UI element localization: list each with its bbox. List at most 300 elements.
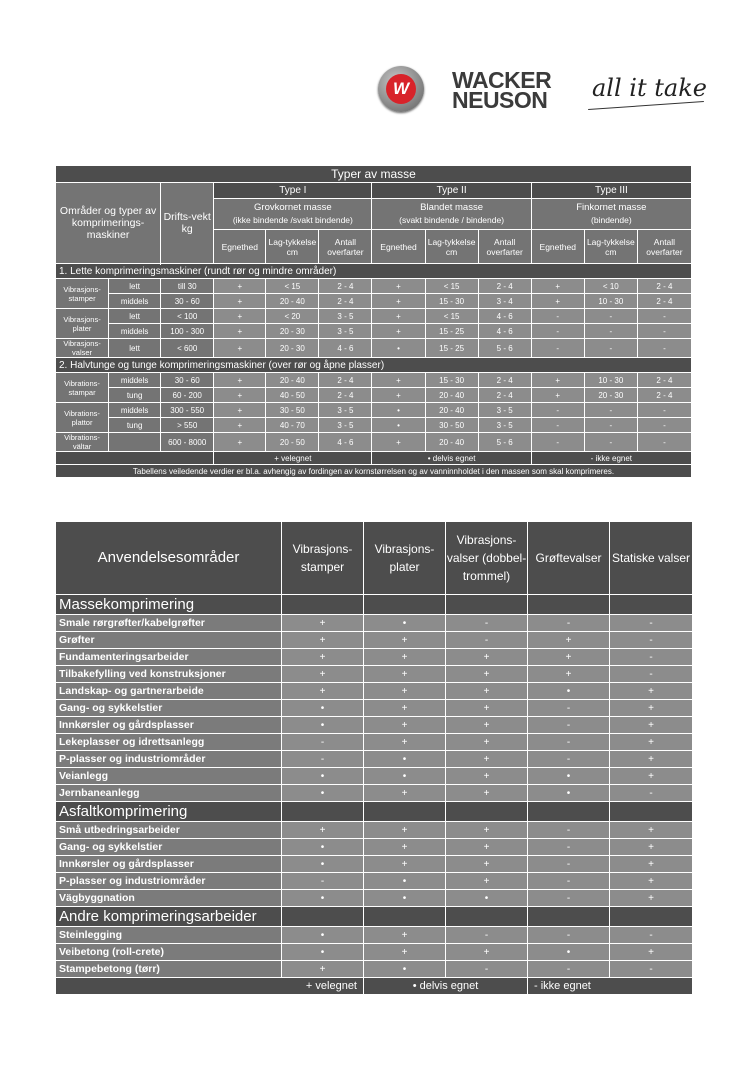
section-blank (364, 802, 446, 822)
legend-delvis: • delvis egnet (364, 978, 528, 995)
type-desc-sub: (bindende) (591, 215, 632, 225)
machine-class: middels (109, 403, 161, 418)
column-header: Vibrasjons-stamper (282, 522, 364, 595)
table-row (56, 403, 692, 418)
machine-class: middels (109, 373, 161, 388)
value-cell: + (214, 388, 266, 403)
suitability-cell: - (446, 632, 528, 649)
suitability-cell: + (528, 666, 610, 683)
suitability-cell: + (364, 632, 446, 649)
value-cell: 30 - 50 (425, 418, 478, 433)
value-cell: 20 - 50 (266, 433, 319, 452)
brand-slogan: all it take (592, 74, 707, 102)
type-desc-main: Finkornet masse (576, 202, 647, 213)
slogan-underline (588, 101, 704, 110)
suitability-cell: - (528, 873, 610, 890)
value-cell: + (372, 324, 425, 339)
value-cell: - (637, 433, 691, 452)
suitability-cell: - (610, 666, 693, 683)
suitability-cell: - (528, 961, 610, 978)
suitability-cell: - (446, 927, 528, 944)
suitability-cell: + (446, 839, 528, 856)
table-row (56, 734, 693, 751)
section-blank (446, 802, 528, 822)
value-cell: 15 - 25 (425, 339, 478, 358)
brand-name (452, 67, 552, 113)
section-row (56, 907, 693, 927)
table-row (56, 649, 693, 666)
table-note: Tabellens veiledende verdier er bl.a. avhengig av fordingen av kornstørrelsen og av vanninnholdet i den massen som skal komprimeres. (56, 465, 692, 478)
suitability-cell: + (364, 839, 446, 856)
suitability-cell: + (446, 856, 528, 873)
section-blank (282, 595, 364, 615)
suitability-cell: - (610, 961, 693, 978)
value-cell: < 20 (266, 309, 319, 324)
value-cell: < 15 (425, 309, 478, 324)
table-row (56, 433, 692, 452)
machine-weight: > 550 (161, 418, 214, 433)
suitability-cell: + (610, 856, 693, 873)
table-row (56, 717, 693, 734)
value-cell: + (372, 373, 425, 388)
table-row (56, 961, 693, 978)
table-row (56, 700, 693, 717)
application-label: Veianlegg (56, 768, 282, 785)
section-blank (610, 802, 693, 822)
value-cell: - (531, 418, 584, 433)
value-cell: 15 - 30 (425, 373, 478, 388)
table-row (56, 373, 692, 388)
table-row (56, 751, 693, 768)
value-cell: < 15 (266, 279, 319, 294)
suitability-cell: • (282, 856, 364, 873)
application-label: P-plasser og industriområder (56, 751, 282, 768)
suitability-cell: + (446, 683, 528, 700)
suitability-cell: • (528, 683, 610, 700)
value-cell: 20 - 40 (266, 373, 319, 388)
value-cell: 2 - 4 (637, 279, 691, 294)
suitability-cell: • (528, 768, 610, 785)
suitability-cell: + (610, 700, 693, 717)
application-label: Fundamenteringsarbeider (56, 649, 282, 666)
suitability-cell: • (282, 839, 364, 856)
value-cell: + (214, 279, 266, 294)
value-cell: 20 - 30 (266, 339, 319, 358)
legend-ikke: - ikke egnet (528, 978, 693, 995)
legend-blank (56, 452, 214, 465)
section-blank (282, 907, 364, 927)
suitability-cell: + (282, 822, 364, 839)
table-row (56, 927, 693, 944)
sub-header-antall: Antall overfarter (478, 230, 531, 264)
suitability-cell: • (364, 751, 446, 768)
type-name: Type II (372, 183, 531, 199)
suitability-cell: + (446, 734, 528, 751)
application-label: Smale rørgrøfter/kabelgrøfter (56, 615, 282, 632)
value-cell: - (637, 309, 691, 324)
suitability-cell: • (282, 944, 364, 961)
suitability-cell: + (364, 822, 446, 839)
suitability-cell: • (282, 890, 364, 907)
value-cell: 4 - 6 (319, 433, 372, 452)
sub-header-egnethet: Egnethed (372, 230, 425, 264)
suitability-cell: + (610, 839, 693, 856)
value-cell: 10 - 30 (584, 294, 637, 309)
value-cell: + (214, 418, 266, 433)
value-cell: + (531, 388, 584, 403)
type-description (372, 199, 531, 230)
suitability-cell: • (282, 768, 364, 785)
suitability-cell: + (610, 944, 693, 961)
value-cell: - (637, 339, 691, 358)
section-blank (364, 595, 446, 615)
table-row (56, 768, 693, 785)
value-cell: 5 - 6 (478, 339, 531, 358)
suitability-cell: + (282, 632, 364, 649)
section-blank (282, 802, 364, 822)
machine-name: Vibrations-vältar (56, 433, 109, 452)
machine-weight: < 600 (161, 339, 214, 358)
type-desc-main: Grovkornet masse (254, 202, 332, 213)
table-row (56, 279, 692, 294)
value-cell: 30 - 50 (266, 403, 319, 418)
application-areas-table (55, 521, 693, 995)
value-cell: 5 - 6 (478, 433, 531, 452)
sub-header-antall: Antall overfarter (637, 230, 691, 264)
suitability-cell: + (446, 768, 528, 785)
section-title: Asfaltkomprimering (56, 802, 282, 822)
value-cell: 40 - 70 (266, 418, 319, 433)
suitability-cell: - (610, 615, 693, 632)
suitability-cell: + (610, 717, 693, 734)
machine-weight: till 30 (161, 279, 214, 294)
value-cell: 15 - 25 (425, 324, 478, 339)
column-header: Vibrasjons-plater (364, 522, 446, 595)
suitability-cell: - (282, 734, 364, 751)
value-cell: - (531, 324, 584, 339)
legend-row (56, 452, 692, 465)
machine-weight: 300 - 550 (161, 403, 214, 418)
machine-class (109, 433, 161, 452)
value-cell: + (214, 339, 266, 358)
table-row (56, 839, 693, 856)
suitability-cell: • (282, 927, 364, 944)
type-name-row (56, 183, 692, 199)
machine-class: lett (109, 279, 161, 294)
value-cell: 10 - 30 (584, 373, 637, 388)
section-blank (528, 595, 610, 615)
suitability-cell: + (364, 717, 446, 734)
value-cell: 2 - 4 (319, 388, 372, 403)
machine-weight: < 100 (161, 309, 214, 324)
suitability-cell: • (364, 890, 446, 907)
value-cell: 3 - 5 (478, 403, 531, 418)
application-label: Jernbaneanlegg (56, 785, 282, 802)
suitability-cell: + (364, 700, 446, 717)
section-row (56, 358, 692, 373)
table-row (56, 615, 693, 632)
suitability-cell: + (528, 649, 610, 666)
mass-types-table (55, 165, 692, 478)
suitability-cell: + (282, 615, 364, 632)
type-description (214, 199, 372, 230)
value-cell: 2 - 4 (319, 279, 372, 294)
machine-name: Vibrasjons-stamper (56, 279, 109, 309)
application-label: Lekeplasser og idrettsanlegg (56, 734, 282, 751)
value-cell: 4 - 6 (478, 309, 531, 324)
type-desc-sub: (svakt bindende / bindende) (399, 215, 505, 225)
legend-ikke: - ikke egnet (531, 452, 691, 465)
suitability-cell: - (528, 734, 610, 751)
table-title-row (56, 166, 692, 183)
value-cell: 3 - 5 (319, 418, 372, 433)
header-row (56, 522, 693, 595)
machine-name: Vibrations-plattor (56, 403, 109, 433)
suitability-cell: + (446, 751, 528, 768)
value-cell: + (214, 309, 266, 324)
value-cell: 2 - 4 (319, 294, 372, 309)
value-cell: • (372, 418, 425, 433)
value-cell: + (531, 294, 584, 309)
application-label: Landskap- og gartnerarbeide (56, 683, 282, 700)
value-cell: + (531, 373, 584, 388)
table-row (56, 388, 692, 403)
table-row (56, 632, 693, 649)
area-header: Områder og typer av komprimerings-maskiner (56, 183, 161, 264)
value-cell: 20 - 40 (266, 294, 319, 309)
value-cell: + (372, 309, 425, 324)
legend-row (56, 978, 693, 995)
suitability-cell: + (364, 666, 446, 683)
suitability-cell: • (364, 961, 446, 978)
suitability-cell: + (610, 822, 693, 839)
table-row (56, 890, 693, 907)
application-label: Innkørsler og gårdsplasser (56, 717, 282, 734)
suitability-cell: + (446, 700, 528, 717)
machine-class: middels (109, 324, 161, 339)
suitability-cell: + (446, 717, 528, 734)
table-row (56, 944, 693, 961)
table-row (56, 873, 693, 890)
value-cell: 40 - 50 (266, 388, 319, 403)
application-label: Stampebetong (tørr) (56, 961, 282, 978)
suitability-cell: • (446, 890, 528, 907)
table-row (56, 418, 692, 433)
suitability-cell: + (446, 873, 528, 890)
section-blank (610, 595, 693, 615)
section-row (56, 802, 693, 822)
suitability-cell: - (282, 873, 364, 890)
suitability-cell: • (364, 768, 446, 785)
logo-letter: W (392, 79, 410, 98)
section-title: Massekomprimering (56, 595, 282, 615)
section-blank (446, 595, 528, 615)
suitability-cell: - (446, 961, 528, 978)
value-cell: - (637, 324, 691, 339)
type-desc-main: Blandet masse (420, 202, 483, 213)
value-cell: 4 - 6 (478, 324, 531, 339)
suitability-cell: + (282, 961, 364, 978)
suitability-cell: • (528, 944, 610, 961)
value-cell: + (214, 294, 266, 309)
application-label: Små utbedringsarbeider (56, 822, 282, 839)
suitability-cell: + (364, 927, 446, 944)
application-label: P-plasser og industriområder (56, 873, 282, 890)
machine-name: Vibrations-stampar (56, 373, 109, 403)
machine-weight: 30 - 60 (161, 373, 214, 388)
suitability-cell: + (446, 785, 528, 802)
suitability-cell: • (364, 615, 446, 632)
value-cell: • (372, 403, 425, 418)
value-cell: 2 - 4 (637, 373, 691, 388)
section-title: Andre komprimeringsarbeider (56, 907, 282, 927)
suitability-cell: + (446, 822, 528, 839)
column-header: Statiske valser (610, 522, 693, 595)
value-cell: + (531, 279, 584, 294)
suitability-cell: + (364, 734, 446, 751)
legend-velegnet: + velegnet (214, 452, 372, 465)
table-row (56, 324, 692, 339)
suitability-cell: - (528, 856, 610, 873)
drift-header: Drifts-vekt kg (161, 183, 214, 264)
table-row (56, 785, 693, 802)
table-row (56, 339, 692, 358)
type-name: Type I (214, 183, 372, 199)
suitability-cell: + (446, 944, 528, 961)
suitability-cell: + (446, 649, 528, 666)
type-desc-sub: (ikke bindende /svakt bindende) (232, 215, 353, 225)
suitability-cell: + (364, 649, 446, 666)
machine-class: tung (109, 388, 161, 403)
section-blank (610, 907, 693, 927)
section-row (56, 595, 693, 615)
value-cell: 20 - 40 (425, 388, 478, 403)
suitability-cell: • (528, 785, 610, 802)
table-row (56, 309, 692, 324)
value-cell: 20 - 30 (266, 324, 319, 339)
value-cell: + (372, 294, 425, 309)
suitability-cell: • (282, 785, 364, 802)
application-label: Steinlegging (56, 927, 282, 944)
sub-header-lag: Lag-tykkelse cm (266, 230, 319, 264)
value-cell: 3 - 5 (319, 403, 372, 418)
machine-name: Vibrasjons-valser (56, 339, 109, 358)
suitability-cell: - (610, 649, 693, 666)
suitability-cell: - (528, 700, 610, 717)
value-cell: 2 - 4 (478, 388, 531, 403)
table-row (56, 822, 693, 839)
legend-delvis: • delvis egnet (372, 452, 531, 465)
suitability-cell: • (282, 700, 364, 717)
suitability-cell: + (364, 785, 446, 802)
value-cell: 3 - 5 (478, 418, 531, 433)
suitability-cell: + (610, 683, 693, 700)
value-cell: - (637, 418, 691, 433)
suitability-cell: - (528, 751, 610, 768)
suitability-cell: + (364, 683, 446, 700)
suitability-cell: - (528, 822, 610, 839)
machine-class: middels (109, 294, 161, 309)
value-cell: 2 - 4 (637, 388, 691, 403)
table-row (56, 666, 693, 683)
value-cell: + (214, 403, 266, 418)
sub-header-lag: Lag-tykkelse cm (584, 230, 637, 264)
machine-class: lett (109, 339, 161, 358)
sub-header-lag: Lag-tykkelse cm (425, 230, 478, 264)
application-label: Grøfter (56, 632, 282, 649)
value-cell: 3 - 4 (478, 294, 531, 309)
column-header: Vibrasjons-valser (dobbel-trommel) (446, 522, 528, 595)
table-title: Typer av masse (56, 166, 692, 183)
suitability-cell: + (528, 632, 610, 649)
value-cell: - (531, 339, 584, 358)
note-row (56, 465, 692, 478)
suitability-cell: - (528, 890, 610, 907)
machine-name: Vibrasjons-plater (56, 309, 109, 339)
value-cell: + (372, 279, 425, 294)
application-label: Innkørsler og gårdsplasser (56, 856, 282, 873)
application-label: Vägbyggnation (56, 890, 282, 907)
machine-weight: 60 - 200 (161, 388, 214, 403)
table-row (56, 294, 692, 309)
value-cell: - (531, 433, 584, 452)
section-title: 1. Lette komprimeringsmaskiner (rundt rør og mindre områder) (56, 264, 692, 279)
sub-header-antall: Antall overfarter (319, 230, 372, 264)
suitability-cell: - (610, 927, 693, 944)
suitability-cell: - (610, 632, 693, 649)
value-cell: 2 - 4 (637, 294, 691, 309)
application-label: Gang- og sykkelstier (56, 700, 282, 717)
suitability-cell: + (282, 683, 364, 700)
suitability-cell: + (610, 734, 693, 751)
value-cell: 15 - 30 (425, 294, 478, 309)
suitability-cell: + (446, 666, 528, 683)
value-cell: 3 - 5 (319, 309, 372, 324)
type-name: Type III (531, 183, 691, 199)
value-cell: - (531, 309, 584, 324)
application-label: Tilbakefylling ved konstruksjoner (56, 666, 282, 683)
value-cell: + (214, 324, 266, 339)
suitability-cell: + (282, 649, 364, 666)
suitability-cell: - (528, 615, 610, 632)
suitability-cell: - (282, 751, 364, 768)
value-cell: - (637, 403, 691, 418)
section-blank (446, 907, 528, 927)
value-cell: 2 - 4 (478, 373, 531, 388)
suitability-cell: + (364, 944, 446, 961)
suitability-cell: - (528, 839, 610, 856)
legend-velegnet: + velegnet (56, 978, 364, 995)
wacker-neuson-logo-icon (378, 66, 424, 112)
sub-header-egnethet: Egnethed (214, 230, 266, 264)
suitability-cell: + (610, 873, 693, 890)
value-cell: 20 - 40 (425, 433, 478, 452)
value-cell: 20 - 40 (425, 403, 478, 418)
suitability-cell: - (528, 717, 610, 734)
value-cell: - (584, 309, 637, 324)
value-cell: < 15 (425, 279, 478, 294)
column-header: Grøftevalser (528, 522, 610, 595)
value-cell: - (584, 418, 637, 433)
application-label: Gang- og sykkelstier (56, 839, 282, 856)
brand-name-line2: NEUSON (452, 87, 548, 113)
machine-weight: 600 - 8000 (161, 433, 214, 452)
suitability-cell: + (610, 890, 693, 907)
machine-class: tung (109, 418, 161, 433)
machine-weight: 30 - 60 (161, 294, 214, 309)
application-label: Veibetong (roll-crete) (56, 944, 282, 961)
suitability-cell: + (282, 666, 364, 683)
